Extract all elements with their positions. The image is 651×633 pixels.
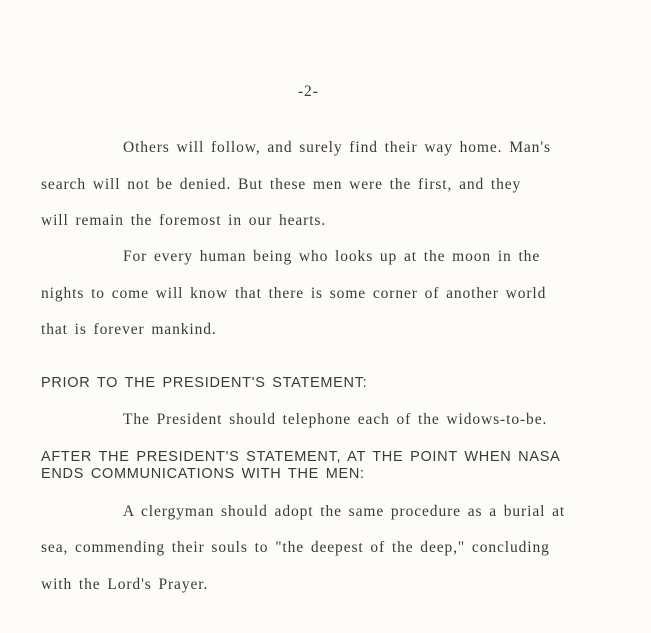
paragraph-line: with the Lord's Prayer. [41, 576, 209, 593]
paragraph-line: A clergyman should adopt the same procedure as a burial at [123, 503, 566, 520]
paragraph-line: will remain the foremost in our hearts. [41, 212, 327, 229]
heading-line: AFTER THE PRESIDENT'S STATEMENT, AT THE POINT WHEN NASA [41, 449, 561, 465]
paragraph-line: sea, commending their souls to "the deepest of the deep," concluding [41, 539, 550, 556]
heading-line: ENDS COMMUNICATIONS WITH THE MEN: [41, 466, 365, 482]
page-number: -2- [298, 83, 319, 100]
paragraph-line: nights to come will know that there is some corner of another world [41, 285, 547, 302]
paragraph-line: For every human being who looks up at the moon in the [123, 248, 541, 265]
prior-statement-text: The President should telephone each of the widows-to-be. [123, 411, 548, 428]
prior-statement-heading: PRIOR TO THE PRESIDENT'S STATEMENT: [41, 375, 368, 391]
paragraph-line: Others will follow, and surely find their way home. Man's [123, 139, 551, 156]
paragraph-line: that is forever mankind. [41, 321, 217, 338]
paragraph-line: search will not be denied. But these men were the first, and they [41, 176, 522, 193]
